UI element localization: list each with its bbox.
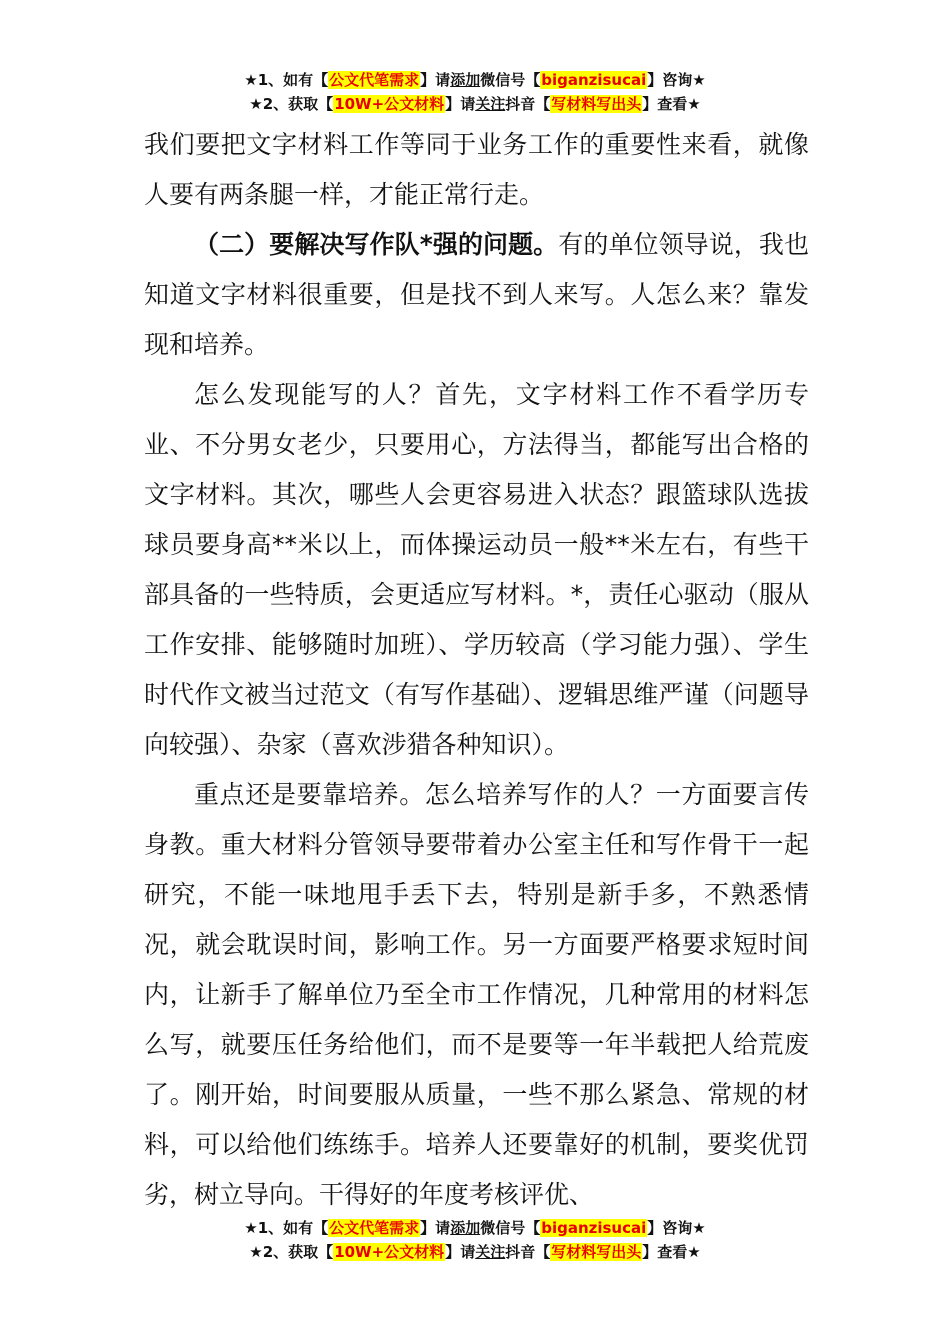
banner-line-1	[0, 68, 950, 92]
banner-line-1	[0, 1216, 950, 1240]
banner-text: 】请	[420, 1219, 451, 1237]
banner-text: 】查看★	[642, 1243, 701, 1261]
banner-text: ★1、如有【	[244, 71, 329, 89]
banner-highlight: 10W+公文材料	[334, 95, 445, 113]
banner-highlight: 写材料写出头	[551, 95, 642, 113]
banner-highlight: 写材料写出头	[551, 1243, 642, 1261]
banner-highlight: 公文代笔需求	[329, 1219, 420, 1237]
paragraph-2-body: 有的单位领导说，我也知道文字材料很重要，但是找不到人来写。人怎么来？靠发现和培养。	[144, 230, 809, 359]
banner-text: 】查看★	[642, 95, 701, 113]
banner-line-2	[0, 92, 950, 116]
banner-text: ★2、获取【	[249, 95, 334, 113]
banner-highlight: 公文代笔需求	[329, 71, 420, 89]
document-body	[144, 120, 809, 1220]
banner-underlined-text: 添加	[450, 71, 481, 89]
banner-highlight: 10W+公文材料	[334, 1243, 445, 1261]
banner-underlined-text: 添加	[450, 1219, 481, 1237]
banner-text: 】请	[445, 95, 476, 113]
section-heading: （二）要解决写作队*强的问题。	[194, 230, 559, 259]
banner-text: 】咨询★	[647, 71, 706, 89]
banner-text: 】咨询★	[647, 1219, 706, 1237]
paragraph-3: 怎么发现能写的人？首先，文字材料工作不看学历专业、不分男女老少，只要用心，方法得当，都能写出合格的文字材料。其次，哪些人会更容易进入状态？跟篮球队选拔球员要身高**米以上，而体操运动员一般**米左右，有些干部具备的一些特质，会更适应写材料。*，责任心驱动（服从工作安排、能够随时加班）、学历较高（学习能力强）、学生时代作文被当过范文（有写作基础）、逻辑思维严谨（问题导向较强）、杂家（喜欢涉猎各种知识）。	[144, 380, 809, 759]
banner-underlined-text: 关注	[475, 1243, 506, 1261]
banner-text: 微信号【	[480, 1219, 541, 1237]
footer-banner	[0, 1216, 950, 1264]
banner-text: 抖音【	[505, 95, 551, 113]
banner-line-2	[0, 1240, 950, 1264]
banner-text: 】请	[445, 1243, 476, 1261]
paragraph-1: 我们要把文字材料工作等同于业务工作的重要性来看，就像人要有两条腿一样，才能正常行走。	[144, 130, 809, 209]
banner-text: ★1、如有【	[244, 1219, 329, 1237]
paragraph-4: 重点还是要靠培养。怎么培养写作的人？一方面要言传身教。重大材料分管领导要带着办公室主任和写作骨干一起研究，不能一味地甩手丢下去，特别是新手多，不熟悉情况，就会耽误时间，影响工作。另一方面要严格要求短时间内，让新手了解单位乃至全市工作情况，几种常用的材料怎么写，就要压任务给他们，而不是要等一年半载把人给荒废了。刚开始，时间要服从质量，一些不那么紧急、常规的材料，可以给他们练练手。培养人还要靠好的机制，要奖优罚劣，树立导向。干得好的年度考核评优、	[144, 780, 809, 1209]
banner-text: ★2、获取【	[249, 1243, 334, 1261]
banner-text: 抖音【	[505, 1243, 551, 1261]
banner-highlight: biganzisucai	[541, 1219, 647, 1237]
banner-text: 】请	[420, 71, 451, 89]
banner-underlined-text: 关注	[475, 95, 506, 113]
paragraph-2	[144, 220, 809, 370]
banner-text: 微信号【	[480, 71, 541, 89]
header-banner	[0, 68, 950, 116]
banner-highlight: biganzisucai	[541, 71, 647, 89]
